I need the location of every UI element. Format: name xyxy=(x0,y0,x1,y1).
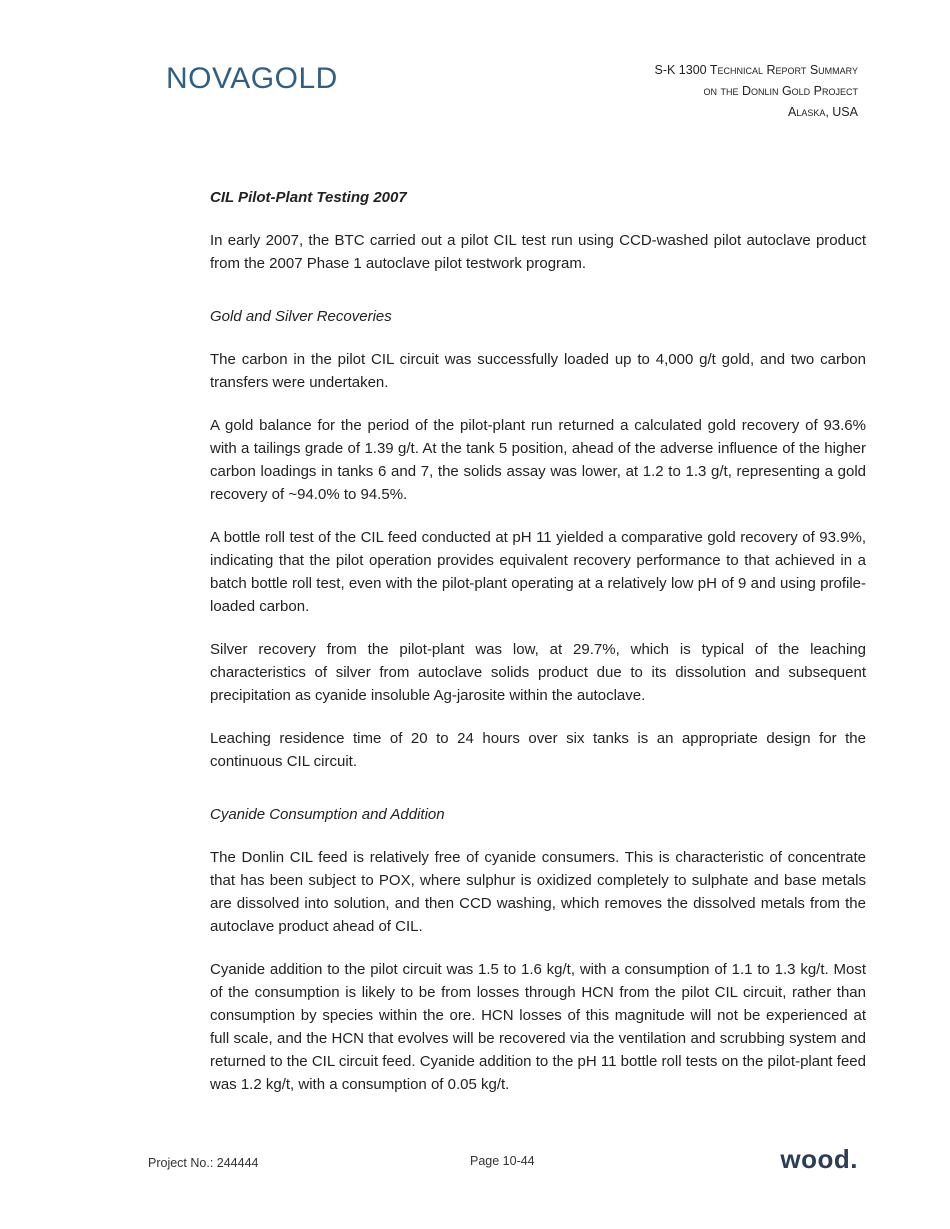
page-content xyxy=(210,186,866,1116)
paragraph: The Donlin CIL feed is relatively free of cyanide consumers. This is characteristic of concentrate that has been subject to POX, where sulphur is oxidized completely to sulphate and base metals are dissolved into solution, and then CCD washing, which removes the dissolved metals from the autoclave product ahead of CIL. xyxy=(210,849,866,935)
section-title: CIL Pilot-Plant Testing 2007 xyxy=(210,189,407,206)
intro-paragraph: In early 2007, the BTC carried out a pilot CIL test run using CCD-washed pilot autoclave product from the 2007 Phase 1 autoclave pilot testwork program. xyxy=(210,232,866,272)
report-header xyxy=(655,60,859,123)
project-number: Project No.: 244444 xyxy=(148,1156,259,1170)
logo-text: NOVAGOLD xyxy=(166,62,338,95)
paragraph: Cyanide addition to the pilot circuit was 1.5 to 1.6 kg/t, with a consumption of 1.1 to 1.3 kg/t. Most of the consumption is likely to be from losses through HCN from the pilot CIL circuit, rather than consumption by species within the ore. HCN losses of this magnitude will not be experienced at full scale, and the HCN that evolves will be recovered via the ventilation and scrubbing system and returned to the CIL circuit feed. Cyanide addition to the pH 11 bottle roll tests on the pilot-plant feed was 1.2 kg/t, with a consumption of 0.05 kg/t. xyxy=(210,961,866,1093)
paragraph: A bottle roll test of the CIL feed conducted at pH 11 yielded a comparative gold recovery of 93.9%, indicating that the pilot operation provides equivalent recovery performance to that achieved in a batch bottle roll test, even with the pilot-plant operating at a relatively low pH of 9 and using profile-loaded carbon. xyxy=(210,529,866,615)
paragraph: A gold balance for the period of the pilot-plant run returned a calculated gold recovery of 93.6% with a tailings grade of 1.39 g/t. At the tank 5 position, ahead of the adverse influence of the higher carbon loadings in tanks 6 and 7, the solids assay was lower, at 1.2 to 1.3 g/t, representing a gold recovery of ~94.0% to 94.5%. xyxy=(210,417,866,503)
header-line-1: S-K 1300 Technical Report Summary xyxy=(654,63,858,77)
subsection-title-recoveries: Gold and Silver Recoveries xyxy=(210,308,392,325)
paragraph: The carbon in the pilot CIL circuit was successfully loaded up to 4,000 g/t gold, and two carbon transfers were undertaken. xyxy=(210,351,866,391)
header-line-3: Alaska, USA xyxy=(787,105,858,119)
subsection-title-cyanide: Cyanide Consumption and Addition xyxy=(210,806,445,823)
header-line-2: on the Donlin Gold Project xyxy=(703,84,858,98)
novagold-logo xyxy=(166,62,338,96)
page-number: Page 10-44 xyxy=(470,1154,535,1168)
paragraph: Leaching residence time of 20 to 24 hours over six tanks is an appropriate design for the continuous CIL circuit. xyxy=(210,730,866,770)
paragraph: Silver recovery from the pilot-plant was low, at 29.7%, which is typical of the leaching characteristics of silver from autoclave solids product due to its dissolution and subsequent precipitation as cyanide insoluble Ag-jarosite within the autoclave. xyxy=(210,641,866,704)
wood-logo: wood. xyxy=(780,1144,858,1174)
